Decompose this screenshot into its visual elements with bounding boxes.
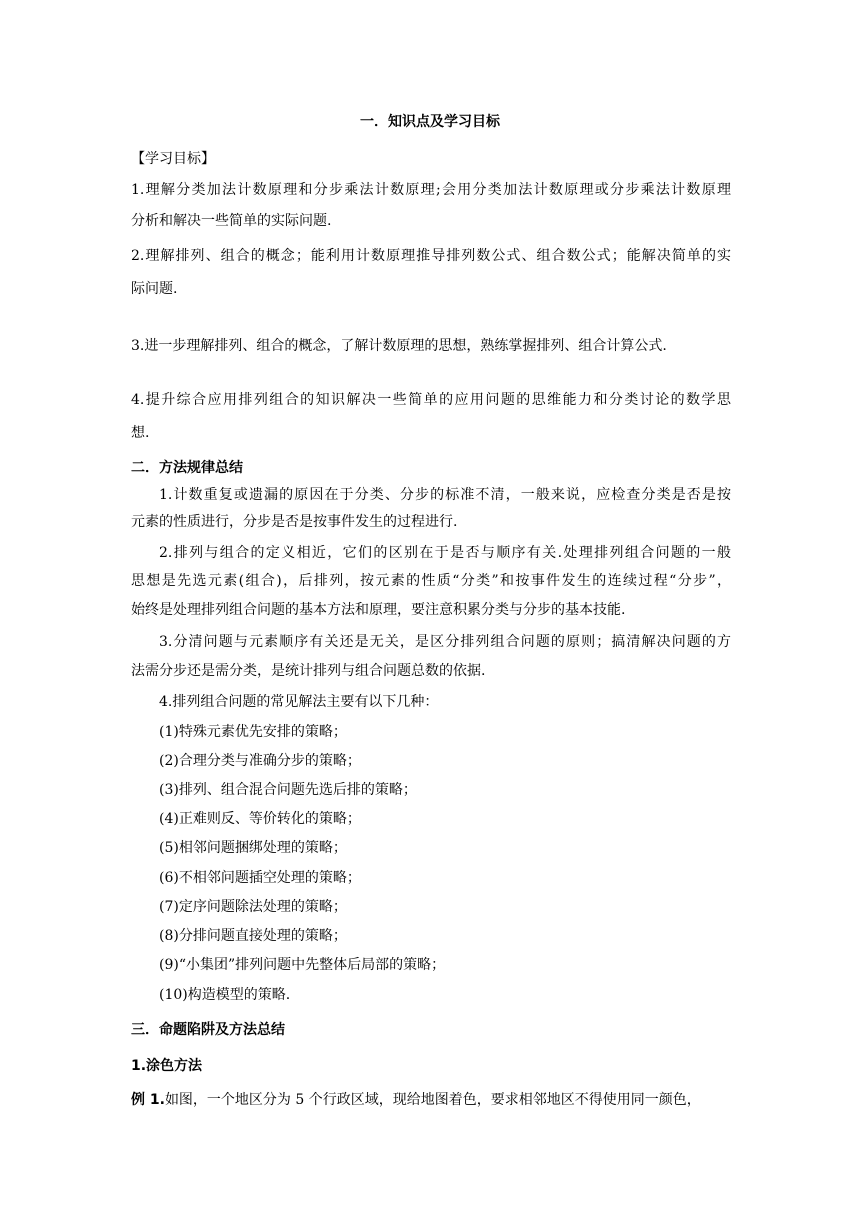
strategy-item: (1)特殊元素优先安排的策略； (159, 724, 347, 740)
example-1 (131, 1090, 731, 1110)
objective-line-2: 分析和解决一些简单的实际问题. (131, 213, 332, 229)
strategy-item: (3)排列、组合混合问题先选后排的策略； (159, 782, 417, 798)
method-line-5: 始终是处理排列组合问题的基本方法和原理，要注意积累分类与分步的基本技能. (131, 602, 626, 618)
method-line-1: 1.计数重复或遗漏的原因在于分类、分步的标准不清，一般来说，应检查分类是否是按 (159, 487, 731, 503)
section-3-heading: 三．命题陷阱及方法总结 (131, 1022, 285, 1038)
objective-line-7: 想. (131, 425, 150, 441)
objective-line-4: 际问题. (131, 281, 178, 297)
method-line-8: 4.排列组合问题的常见解法主要有以下几种： (159, 694, 439, 710)
objective-line-3: 2.理解排列、组合的概念；能利用计数原理推导排列数公式、组合数公式；能解决简单的实 (131, 248, 731, 264)
strategy-item: (8)分排问题直接处理的策略； (159, 928, 347, 944)
objective-line-6: 4.提升综合应用排列组合的知识解决一些简单的应用问题的思维能力和分类讨论的数学思 (131, 392, 731, 408)
strategy-item: (6)不相邻问题插空处理的策略； (159, 870, 361, 886)
strategy-item: (10)构造模型的策略. (159, 987, 291, 1003)
method-line-2: 元素的性质进行，分步是否是按事件发生的过程进行. (131, 514, 458, 530)
example-label: 例 1. (131, 1092, 165, 1108)
strategy-item: (4)正难则反、等价转化的策略； (159, 811, 361, 827)
method-line-3: 2.排列与组合的定义相近，它们的区别在于是否与顺序有关.处理排列组合问题的一般 (159, 545, 731, 561)
example-text: 如图，一个地区分为 5 个行政区域，现给地图着色，要求相邻地区不得使用同一颜色， (164, 1092, 701, 1108)
strategy-item: (9)“小集团”排列问题中先整体后局部的策略； (159, 957, 446, 973)
objective-line-1: 1.理解分类加法计数原理和分步乘法计数原理;会用分类加法计数原理或分步乘法计数原理 (131, 182, 731, 198)
objective-line-5: 3.进一步理解排列、组合的概念，了解计数原理的思想，熟练掌握排列、组合计算公式. (131, 338, 667, 354)
page-title: 一．知识点及学习目标 (360, 114, 500, 130)
method-line-6: 3.分清问题与元素顺序有关还是无关，是区分排列组合问题的原则；搞清解决问题的方 (159, 634, 731, 650)
strategy-item: (7)定序问题除法处理的策略； (159, 899, 347, 915)
section-2-heading: 二．方法规律总结 (131, 460, 243, 476)
strategy-item: (5)相邻问题捆绑处理的策略； (159, 840, 347, 856)
method-line-7: 法需分步还是需分类，是统计排列与组合问题总数的依据. (131, 663, 486, 679)
strategy-item: (2)合理分类与准确分步的策略； (159, 753, 361, 769)
objectives-label: 【学习目标】 (131, 151, 215, 167)
method-line-4: 思想是先选元素(组合)，后排列，按元素的性质“分类”和按事件发生的连续过程“分步”， (131, 573, 731, 589)
sub-heading-coloring: 1.涂色方法 (131, 1058, 203, 1074)
